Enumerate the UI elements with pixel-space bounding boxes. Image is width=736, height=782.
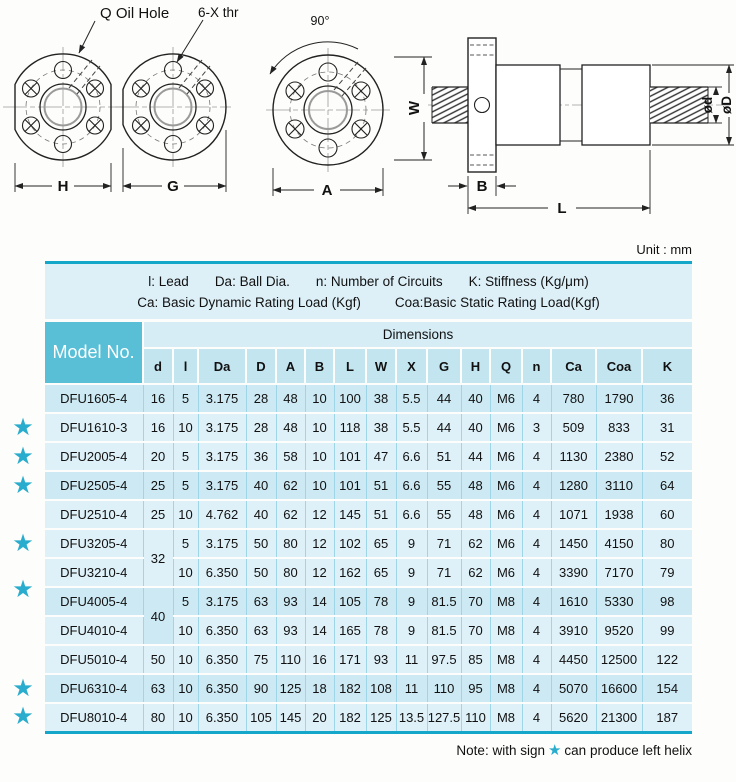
col-header-Ca: Ca [551, 348, 596, 384]
cell-A: 62 [276, 471, 305, 500]
cell-L: 101 [334, 471, 366, 500]
left-helix-star-icon: ★ [12, 529, 34, 557]
cell-L: 100 [334, 384, 366, 413]
cell-W: 108 [366, 674, 396, 703]
cell-H: 62 [461, 558, 490, 587]
table-bottom-border [45, 731, 692, 734]
table-row [45, 587, 692, 616]
cell-Da: 6.350 [198, 703, 246, 731]
legend-ball-dia: Da: Ball Dia. [214, 274, 290, 289]
oil-hole-label: Q Oil Hole [100, 5, 170, 22]
model-cell: DFU2510-4 [45, 500, 143, 529]
legend-lead: l: Lead [148, 274, 189, 289]
cell-A: 80 [276, 558, 305, 587]
cell-B: 16 [305, 645, 334, 674]
cell-n: 4 [522, 500, 551, 529]
cell-B: 12 [305, 529, 334, 558]
cell-H: 48 [461, 500, 490, 529]
cell-K: 154 [642, 674, 692, 703]
cell-B: 10 [305, 442, 334, 471]
cell-A: 93 [276, 616, 305, 645]
cell-d: 16 [143, 413, 173, 442]
cell-n: 4 [522, 558, 551, 587]
cell-Coa: 9520 [596, 616, 642, 645]
note-suffix: can produce left helix [564, 743, 692, 758]
cell-Coa: 12500 [596, 645, 642, 674]
cell-L: 182 [334, 703, 366, 731]
cell-H: 85 [461, 645, 490, 674]
left-helix-star-icon: ★ [12, 471, 34, 499]
cell-d: 16 [143, 384, 173, 413]
cell-Ca: 1130 [551, 442, 596, 471]
side-view [428, 38, 734, 217]
note-star-icon: ★ [547, 742, 562, 759]
table-row [45, 413, 692, 442]
cell-B: 10 [305, 384, 334, 413]
col-header-Coa: Coa [596, 348, 642, 384]
cell-D: 28 [246, 384, 276, 413]
cell-K: 187 [642, 703, 692, 731]
cell-Da: 6.350 [198, 645, 246, 674]
cell-K: 122 [642, 645, 692, 674]
cell-H: 48 [461, 471, 490, 500]
model-cell: DFU2505-4 [45, 471, 143, 500]
cell-Ca: 1610 [551, 587, 596, 616]
cell-A: 62 [276, 500, 305, 529]
cell-X: 13.5 [396, 703, 427, 731]
dimensions-header: Dimensions [143, 322, 692, 348]
cell-X: 6.6 [396, 471, 427, 500]
cell-D: 75 [246, 645, 276, 674]
table-row [45, 471, 692, 500]
cell-l: 5 [173, 587, 198, 616]
model-cell: DFU4005-4 [45, 587, 143, 616]
cell-n: 4 [522, 587, 551, 616]
cell-L: 105 [334, 587, 366, 616]
cell-A: 48 [276, 384, 305, 413]
legend-circuits: n: Number of Circuits [315, 274, 443, 289]
cell-l: 10 [173, 413, 198, 442]
model-cell: DFU3210-4 [45, 558, 143, 587]
cell-Q: M6 [490, 471, 522, 500]
dim-h-label: H [57, 178, 69, 195]
cell-L: 102 [334, 529, 366, 558]
model-cell: DFU5010-4 [45, 645, 143, 674]
cell-Da: 3.175 [198, 413, 246, 442]
cell-Coa: 16600 [596, 674, 642, 703]
dim-w-label: W [406, 100, 423, 116]
cell-l: 5 [173, 442, 198, 471]
col-header-d: d [143, 348, 173, 384]
cell-K: 60 [642, 500, 692, 529]
legend-static-load: Coa:Basic Static Rating Load(Kgf) [394, 295, 600, 310]
cell-A: 58 [276, 442, 305, 471]
cell-d: 25 [143, 471, 173, 500]
front-view-a [266, 14, 432, 199]
cell-B: 18 [305, 674, 334, 703]
cell-L: 145 [334, 500, 366, 529]
cell-K: 31 [642, 413, 692, 442]
cell-Q: M8 [490, 645, 522, 674]
cell-Ca: 5070 [551, 674, 596, 703]
cell-H: 62 [461, 529, 490, 558]
cell-l: 10 [173, 645, 198, 674]
cell-n: 4 [522, 674, 551, 703]
cell-n: 4 [522, 384, 551, 413]
cell-L: 171 [334, 645, 366, 674]
angle-label: 90° [310, 14, 330, 28]
cell-Q: M6 [490, 558, 522, 587]
cell-Da: 6.350 [198, 674, 246, 703]
cell-G: 51 [427, 442, 461, 471]
cell-A: 125 [276, 674, 305, 703]
cell-W: 65 [366, 529, 396, 558]
cell-X: 6.6 [396, 442, 427, 471]
cell-L: 165 [334, 616, 366, 645]
cell-K: 79 [642, 558, 692, 587]
col-header-Da: Da [198, 348, 246, 384]
cell-G: 81.5 [427, 616, 461, 645]
cell-Da: 6.350 [198, 558, 246, 587]
dim-l-label: L [557, 200, 567, 217]
cell-Ca: 1071 [551, 500, 596, 529]
model-cell: DFU2005-4 [45, 442, 143, 471]
col-header-Q: Q [490, 348, 522, 384]
cell-G: 55 [427, 500, 461, 529]
cell-G: 71 [427, 558, 461, 587]
cell-D: 40 [246, 471, 276, 500]
cell-d: 40 [143, 587, 173, 645]
cell-Coa: 21300 [596, 703, 642, 731]
note [45, 741, 692, 759]
cell-d: 63 [143, 674, 173, 703]
col-header-L: L [334, 348, 366, 384]
table-row [45, 384, 692, 413]
note-prefix: Note: with sign [456, 743, 545, 758]
table-row [45, 500, 692, 529]
cell-K: 80 [642, 529, 692, 558]
col-header-D: D [246, 348, 276, 384]
cell-D: 50 [246, 558, 276, 587]
cell-B: 14 [305, 587, 334, 616]
model-cell: DFU6310-4 [45, 674, 143, 703]
cell-A: 48 [276, 413, 305, 442]
model-cell: DFU4010-4 [45, 616, 143, 645]
cell-L: 162 [334, 558, 366, 587]
col-header-A: A [276, 348, 305, 384]
left-helix-star-icon: ★ [12, 442, 34, 470]
cell-X: 6.6 [396, 500, 427, 529]
cell-W: 51 [366, 471, 396, 500]
cell-Ca: 4450 [551, 645, 596, 674]
cell-D: 63 [246, 616, 276, 645]
cell-X: 9 [396, 558, 427, 587]
cell-D: 36 [246, 442, 276, 471]
cell-D: 40 [246, 500, 276, 529]
left-helix-star-icon: ★ [12, 703, 34, 730]
dim-dbig-label: øD [719, 96, 734, 114]
cell-Coa: 2380 [596, 442, 642, 471]
cell-Da: 3.175 [198, 529, 246, 558]
cell-H: 70 [461, 587, 490, 616]
cell-d: 20 [143, 442, 173, 471]
cell-L: 182 [334, 674, 366, 703]
cell-n: 4 [522, 645, 551, 674]
cell-W: 65 [366, 558, 396, 587]
cell-Coa: 1790 [596, 384, 642, 413]
cell-W: 51 [366, 500, 396, 529]
model-cell: DFU1605-4 [45, 384, 143, 413]
col-header-H: H [461, 348, 490, 384]
cell-Q: M6 [490, 442, 522, 471]
cell-Ca: 1450 [551, 529, 596, 558]
cell-H: 40 [461, 413, 490, 442]
cell-G: 97.5 [427, 645, 461, 674]
model-cell: DFU8010-4 [45, 703, 143, 731]
cell-W: 93 [366, 645, 396, 674]
unit-label: Unit : mm [636, 242, 692, 257]
col-header-l: l [173, 348, 198, 384]
cell-Q: M6 [490, 500, 522, 529]
cell-Ca: 3910 [551, 616, 596, 645]
legend-line-1 [45, 271, 692, 292]
table-row [45, 442, 692, 471]
cell-l: 10 [173, 558, 198, 587]
legend-band [45, 264, 692, 319]
cell-G: 55 [427, 471, 461, 500]
technical-drawing [0, 0, 736, 240]
cell-Q: M8 [490, 587, 522, 616]
cell-Q: M6 [490, 529, 522, 558]
cell-l: 10 [173, 703, 198, 731]
dim-g-label: G [167, 178, 179, 195]
model-cell: DFU1610-3 [45, 413, 143, 442]
cell-l: 5 [173, 384, 198, 413]
cell-D: 90 [246, 674, 276, 703]
cell-n: 4 [522, 529, 551, 558]
model-cell: DFU3205-4 [45, 529, 143, 558]
thread-label: 6-X thr [198, 5, 239, 20]
cell-Da: 3.175 [198, 384, 246, 413]
cell-A: 93 [276, 587, 305, 616]
cell-d: 80 [143, 703, 173, 731]
cell-B: 20 [305, 703, 334, 731]
cell-L: 101 [334, 442, 366, 471]
table-row [45, 616, 692, 645]
cell-D: 28 [246, 413, 276, 442]
left-helix-star-icon: ★ [12, 575, 34, 603]
cell-X: 9 [396, 529, 427, 558]
cell-Q: M6 [490, 384, 522, 413]
cell-l: 5 [173, 471, 198, 500]
col-header-G: G [427, 348, 461, 384]
cell-D: 105 [246, 703, 276, 731]
table-row [45, 703, 692, 731]
cell-W: 78 [366, 587, 396, 616]
cell-B: 12 [305, 500, 334, 529]
cell-D: 63 [246, 587, 276, 616]
cell-n: 4 [522, 616, 551, 645]
cell-Q: M8 [490, 616, 522, 645]
cell-Coa: 833 [596, 413, 642, 442]
cell-K: 98 [642, 587, 692, 616]
cell-X: 9 [396, 587, 427, 616]
dim-dsmall-label: ød [700, 96, 715, 114]
front-view-g [115, 5, 239, 195]
cell-l: 10 [173, 500, 198, 529]
cell-K: 64 [642, 471, 692, 500]
cell-Da: 3.175 [198, 587, 246, 616]
left-helix-star-icon: ★ [12, 413, 34, 441]
table-row [45, 674, 692, 703]
cell-Da: 3.175 [198, 471, 246, 500]
cell-X: 11 [396, 645, 427, 674]
table-row [45, 645, 692, 674]
cell-n: 3 [522, 413, 551, 442]
col-header-W: W [366, 348, 396, 384]
cell-Coa: 4150 [596, 529, 642, 558]
cell-Ca: 3390 [551, 558, 596, 587]
cell-d: 32 [143, 529, 173, 587]
cell-n: 4 [522, 703, 551, 731]
cell-W: 78 [366, 616, 396, 645]
model-no-header: Model No. [45, 322, 143, 384]
cell-Da: 3.175 [198, 442, 246, 471]
cell-W: 125 [366, 703, 396, 731]
cell-Ca: 780 [551, 384, 596, 413]
cell-Coa: 7170 [596, 558, 642, 587]
cell-X: 11 [396, 674, 427, 703]
table-body [45, 384, 692, 731]
cell-Q: M6 [490, 413, 522, 442]
cell-G: 44 [427, 413, 461, 442]
cell-l: 5 [173, 529, 198, 558]
cell-H: 110 [461, 703, 490, 731]
cell-W: 38 [366, 384, 396, 413]
cell-L: 118 [334, 413, 366, 442]
cell-W: 47 [366, 442, 396, 471]
cell-H: 70 [461, 616, 490, 645]
cell-Q: M8 [490, 703, 522, 731]
cell-d: 25 [143, 500, 173, 529]
cell-B: 10 [305, 471, 334, 500]
legend-dynamic-load: Ca: Basic Dynamic Rating Load (Kgf) [137, 295, 361, 310]
col-header-n: n [522, 348, 551, 384]
col-header-K: K [642, 348, 692, 384]
legend-line-2 [45, 292, 692, 313]
cell-B: 14 [305, 616, 334, 645]
table-row [45, 529, 692, 558]
cell-X: 9 [396, 616, 427, 645]
cell-Coa: 3110 [596, 471, 642, 500]
dim-b-label: B [476, 178, 488, 195]
spec-table-block [45, 261, 692, 734]
cell-A: 110 [276, 645, 305, 674]
cell-n: 4 [522, 442, 551, 471]
col-letters-row [45, 348, 692, 384]
cell-B: 12 [305, 558, 334, 587]
cell-Coa: 1938 [596, 500, 642, 529]
cell-Q: M8 [490, 674, 522, 703]
col-header-B: B [305, 348, 334, 384]
table-row [45, 558, 692, 587]
cell-G: 71 [427, 529, 461, 558]
cell-H: 95 [461, 674, 490, 703]
cell-G: 44 [427, 384, 461, 413]
cell-G: 127.5 [427, 703, 461, 731]
cell-l: 10 [173, 674, 198, 703]
cell-H: 40 [461, 384, 490, 413]
cell-n: 4 [522, 471, 551, 500]
cell-Ca: 509 [551, 413, 596, 442]
dimensions-table [45, 322, 692, 731]
col-header-X: X [396, 348, 427, 384]
cell-d: 50 [143, 645, 173, 674]
cell-Coa: 5330 [596, 587, 642, 616]
cell-Da: 4.762 [198, 500, 246, 529]
cell-A: 145 [276, 703, 305, 731]
front-view-h [3, 5, 169, 195]
cell-X: 5.5 [396, 384, 427, 413]
cell-W: 38 [366, 413, 396, 442]
cell-X: 5.5 [396, 413, 427, 442]
cell-B: 10 [305, 413, 334, 442]
legend-stiffness: K: Stiffness (Kg/μm) [468, 274, 589, 289]
cell-Ca: 5620 [551, 703, 596, 731]
cell-A: 80 [276, 529, 305, 558]
cell-K: 36 [642, 384, 692, 413]
cell-l: 10 [173, 616, 198, 645]
cell-D: 50 [246, 529, 276, 558]
cell-G: 110 [427, 674, 461, 703]
cell-K: 52 [642, 442, 692, 471]
cell-H: 44 [461, 442, 490, 471]
left-helix-star-icon: ★ [12, 674, 34, 702]
cell-K: 99 [642, 616, 692, 645]
cell-G: 81.5 [427, 587, 461, 616]
cell-Da: 6.350 [198, 616, 246, 645]
dim-a-label: A [321, 182, 333, 199]
cell-Ca: 1280 [551, 471, 596, 500]
